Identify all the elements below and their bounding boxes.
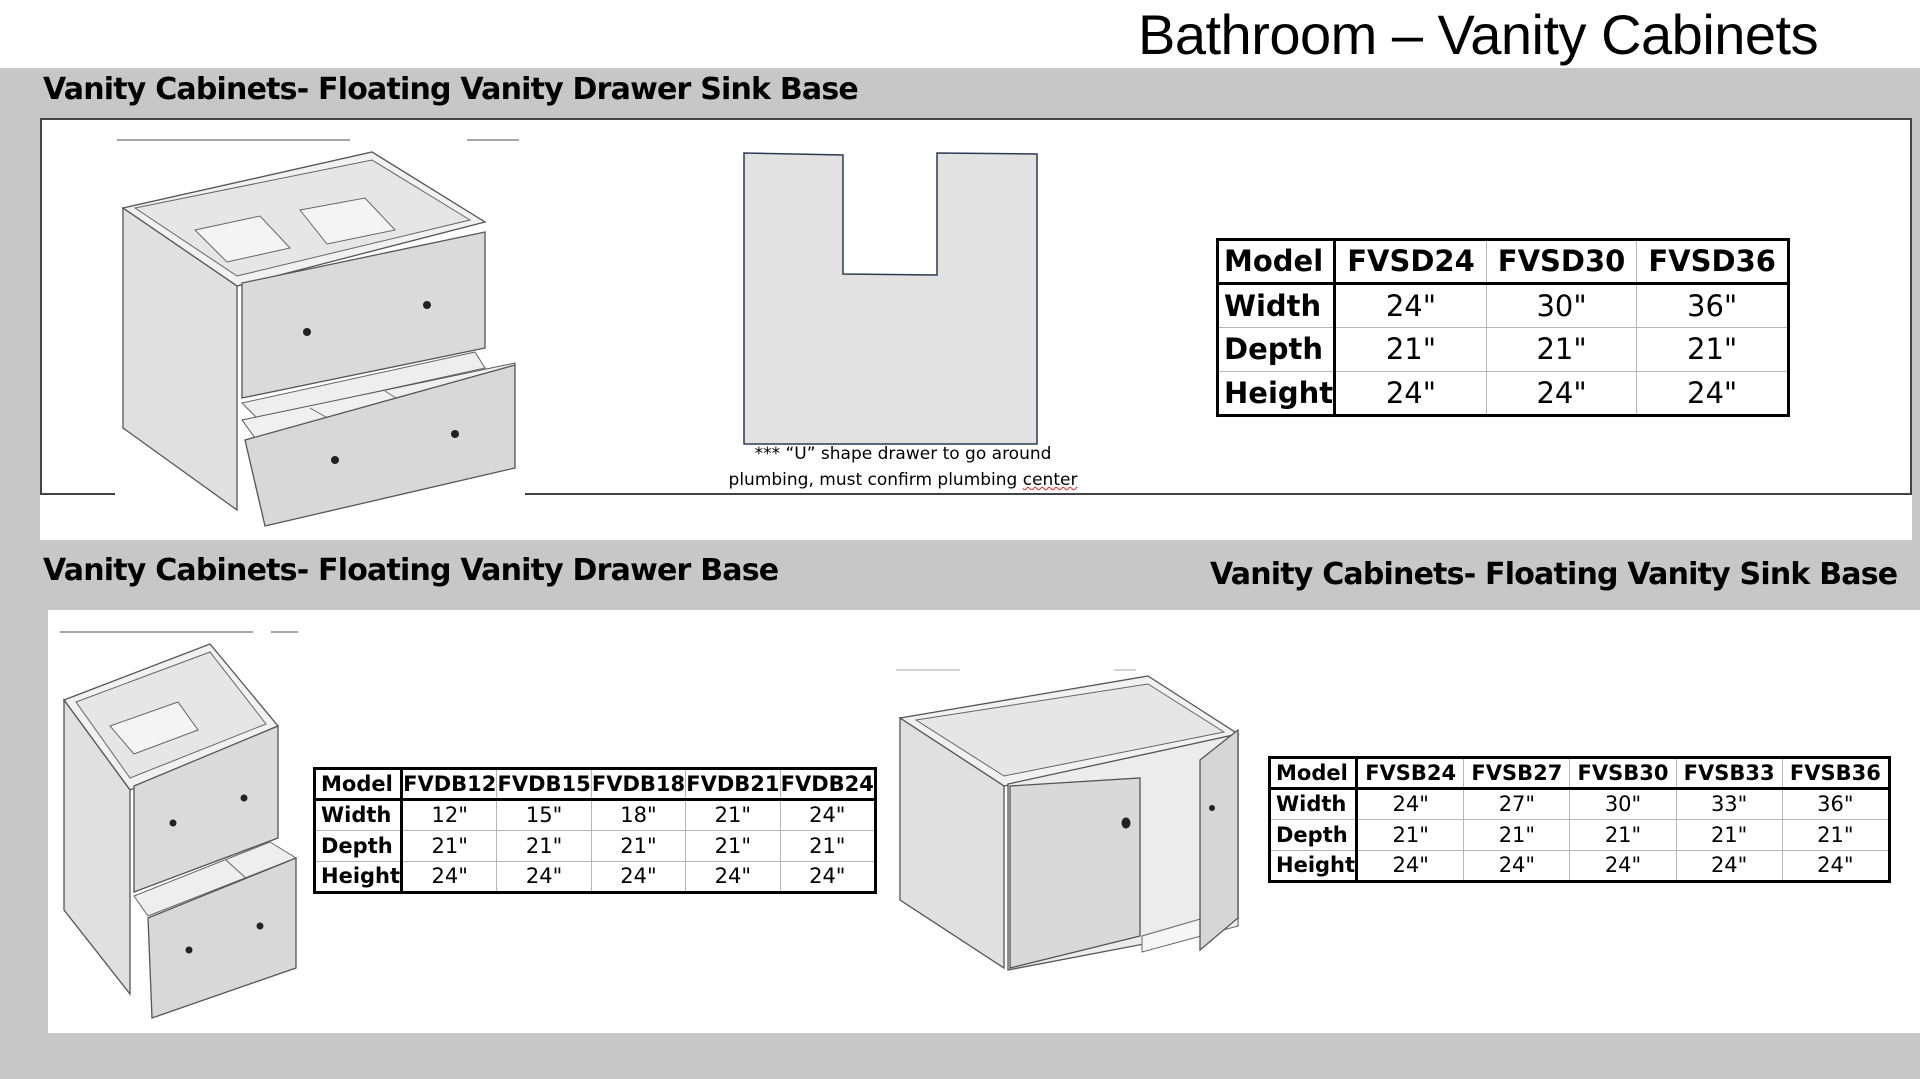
table-cell: 30" — [1486, 284, 1637, 328]
spec-table-drawer-base — [313, 767, 877, 894]
table-cell: 21" — [591, 831, 685, 862]
table-cell: FVDB18 — [591, 769, 685, 800]
table-cell: 21" — [1782, 820, 1889, 851]
table-cell: 24" — [591, 862, 685, 893]
table-cell: 21" — [1464, 820, 1570, 851]
u-shape-drawer-note — [718, 441, 1088, 493]
table-cell: 21" — [1570, 820, 1676, 851]
u-shape-drawer-diagram — [743, 152, 1039, 446]
panel-border-top — [40, 118, 1912, 120]
table-row — [1270, 789, 1890, 820]
table-row — [1218, 284, 1789, 328]
table-cell: FVSB27 — [1464, 758, 1570, 789]
table-cell: FVSB36 — [1782, 758, 1889, 789]
section-title-sink-base: Vanity Cabinets- Floating Vanity Sink Base — [1210, 557, 1898, 592]
table-row — [1218, 328, 1789, 372]
table-cell: 27" — [1464, 789, 1570, 820]
table-row — [1218, 240, 1789, 284]
table-cell: Depth — [315, 831, 402, 862]
table-cell: FVDB15 — [497, 769, 591, 800]
cabinet-drawer-base-illustration — [58, 630, 303, 1020]
table-cell: 24" — [1782, 851, 1889, 882]
table-cell: 21" — [1676, 820, 1782, 851]
table-cell: 33" — [1676, 789, 1782, 820]
table-cell: FVSB30 — [1570, 758, 1676, 789]
note-line-1: *** “U” shape drawer to go around — [754, 444, 1052, 464]
table-cell: FVDB12 — [402, 769, 497, 800]
table-cell: 21" — [1486, 328, 1637, 372]
table-cell: 15" — [497, 800, 591, 831]
table-cell: Model — [1270, 758, 1357, 789]
table-cell: 21" — [402, 831, 497, 862]
table-cell: 24" — [780, 862, 875, 893]
table-cell: FVSD36 — [1637, 240, 1789, 284]
table-cell: Width — [315, 800, 402, 831]
section-title-drawer-base: Vanity Cabinets- Floating Vanity Drawer Base — [43, 553, 779, 588]
table-cell: 30" — [1570, 789, 1676, 820]
table-cell: 21" — [780, 831, 875, 862]
table-cell: 24" — [1676, 851, 1782, 882]
table-cell: FVDB24 — [780, 769, 875, 800]
table-cell: Height — [1270, 851, 1357, 882]
table-cell: Model — [315, 769, 402, 800]
table-cell: 21" — [1637, 328, 1789, 372]
table-cell: FVSD30 — [1486, 240, 1637, 284]
table-cell: FVSB33 — [1676, 758, 1782, 789]
table-cell: 21" — [497, 831, 591, 862]
table-cell: 21" — [686, 800, 780, 831]
section-title-drawer-sink-base: Vanity Cabinets- Floating Vanity Drawer Sink Base — [43, 72, 858, 107]
table-cell: 24" — [1335, 284, 1487, 328]
table-cell: 21" — [1335, 328, 1487, 372]
table-row — [315, 862, 876, 893]
table-cell: 21" — [1357, 820, 1464, 851]
table-row — [315, 831, 876, 862]
table-row — [1270, 851, 1890, 882]
cabinet-sink-base-illustration — [894, 668, 1246, 974]
table-cell: 24" — [1570, 851, 1676, 882]
table-row — [315, 769, 876, 800]
table-cell: FVSB24 — [1357, 758, 1464, 789]
panel-border-right — [1910, 118, 1912, 494]
table-cell: 24" — [497, 862, 591, 893]
table-row — [1270, 820, 1890, 851]
table-cell: FVSD24 — [1335, 240, 1487, 284]
table-cell: 21" — [686, 831, 780, 862]
note-line-2b: center — [1022, 470, 1078, 490]
table-cell: 24" — [402, 862, 497, 893]
table-cell: Depth — [1270, 820, 1357, 851]
table-cell: 12" — [402, 800, 497, 831]
table-cell: 24" — [686, 862, 780, 893]
table-cell: Height — [1218, 372, 1335, 416]
panel-border-left — [40, 118, 42, 494]
table-cell: FVDB21 — [686, 769, 780, 800]
table-row — [315, 800, 876, 831]
table-cell: 24" — [1357, 789, 1464, 820]
page-title: Bathroom – Vanity Cabinets — [1138, 3, 1819, 66]
table-cell: 24" — [780, 800, 875, 831]
note-line-2a: plumbing, must confirm plumbing — [728, 470, 1023, 490]
table-cell: 24" — [1486, 372, 1637, 416]
table-cell: 24" — [1357, 851, 1464, 882]
table-cell: Height — [315, 862, 402, 893]
table-row — [1218, 372, 1789, 416]
cabinet-drawer-sink-illustration — [115, 138, 525, 530]
table-cell: 18" — [591, 800, 685, 831]
table-cell: Model — [1218, 240, 1335, 284]
table-cell: 24" — [1637, 372, 1789, 416]
table-cell: Width — [1218, 284, 1335, 328]
table-cell: Width — [1270, 789, 1357, 820]
table-cell: Depth — [1218, 328, 1335, 372]
table-row — [1270, 758, 1890, 789]
table-cell: 24" — [1464, 851, 1570, 882]
spec-table-drawer-sink-base — [1216, 238, 1790, 417]
table-cell: 36" — [1782, 789, 1889, 820]
table-cell: 24" — [1335, 372, 1487, 416]
table-cell: 36" — [1637, 284, 1789, 328]
spec-table-sink-base — [1268, 756, 1891, 883]
